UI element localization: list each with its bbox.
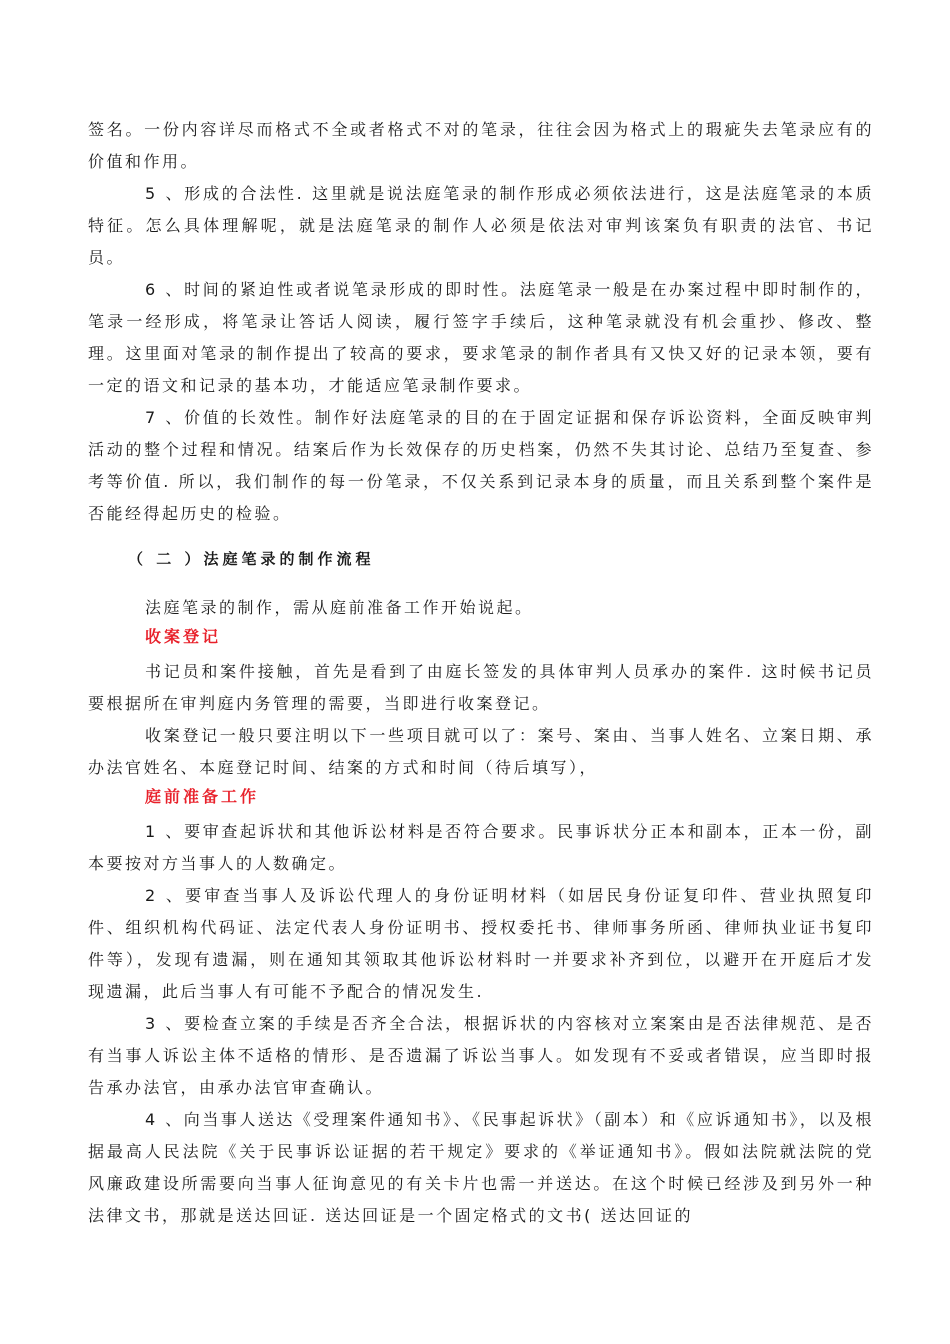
- paragraph-signature: 签名。一份内容详尽而格式不全或者格式不对的笔录，往往会因为格式上的瑕疵失去笔录应有的价值和作用。: [88, 120, 874, 171]
- paragraph-item-5: 5 、形成的合法性. 这里就是说法庭笔录的制作形成必须依法进行，这是法庭笔录的本质特征。怎么具体理解呢，就是法庭笔录的制作人必须是依法对审判该案负有职责的法官、书记员。: [88, 184, 874, 267]
- paragraph-prep-2: 2 、要审查当事人及诉讼代理人的身份证明材料（如居民身份证复印件、营业执照复印件、组织机构代码证、法定代表人身份证明书、授权委托书、律师事务所函、律师执业证书复印件等），发现有遗漏，则在通知其领取其他诉讼材料时一并要求补齐到位，以避开在开庭后才发现遗漏，此后当事人有可能不予配合的情况发生.: [88, 886, 874, 1001]
- paragraph-item-6: 6 、时间的紧迫性或者说笔录形成的即时性。法庭笔录一般是在办案过程中即时制作的，笔录一经形成，将笔录让答话人阅读，履行签字手续后，这种笔录就没有机会重抄、修改、整理。这里面对笔录的制作提出了较高的要求，要求笔录的制作者具有又快又好的记录本领，要有一定的语文和记录的基本功，才能适应笔录制作要求。: [88, 280, 874, 395]
- paragraph-item-7: 7 、价值的长效性。制作好法庭笔录的目的在于固定证据和保存诉讼资料，全面反映审判活动的整个过程和情况。结案后作为长效保存的历史档案，仍然不失其讨论、总结乃至复查、参考等价值. 所以，我们制作的每一份笔录，不仅关系到记录本身的质量，而且关系到整个案件是否能经得起历史的检验。: [88, 408, 874, 523]
- heading-pretrial-preparation: 庭前准备工作: [145, 787, 260, 806]
- paragraph-prep-4: 4 、向当事人送达《受理案件通知书》、《民事起诉状》（副本）和《应诉通知书》，以及根据最高人民法院《关于民事诉讼证据的若干规定》要求的《举证通知书》。假如法院就法院的党风廉政建设所需要向当事人征询意见的有关卡片也需一并送达。在这个时候已经涉及到另外一种法律文书，那就是送达回证. 送达回证是一个固定格式的文书( 送达回证的: [88, 1110, 874, 1225]
- paragraph-prep-1: 1 、要审查起诉状和其他诉讼材料是否符合要求。民事诉状分正本和副本，正本一份，副本要按对方当事人的人数确定。: [88, 822, 874, 873]
- section-title: （ 二 ）法庭笔录的制作流程: [128, 550, 375, 568]
- paragraph-prep-3: 3 、要检查立案的手续是否齐全合法，根据诉状的内容核对立案案由是否法律规范、是否有当事人诉讼主体不适格的情形、是否遗漏了诉讼当事人。如发现有不妥或者错误，应当即时报告承办法官，由承办法官审查确认。: [88, 1014, 874, 1097]
- heading-case-registration: 收案登记: [145, 627, 222, 646]
- paragraph-intro: 法庭笔录的制作，需从庭前准备工作开始说起。: [145, 598, 534, 617]
- paragraph-registration-2: 收案登记一般只要注明以下一些项目就可以了：案号、案由、当事人姓名、立案日期、承办法官姓名、本庭登记时间、结案的方式和时间（待后填写），: [88, 726, 874, 777]
- paragraph-registration-1: 书记员和案件接触，首先是看到了由庭长签发的具体审判人员承办的案件. 这时候书记员要根据所在审判庭内务管理的需要，当即进行收案登记。: [88, 662, 874, 713]
